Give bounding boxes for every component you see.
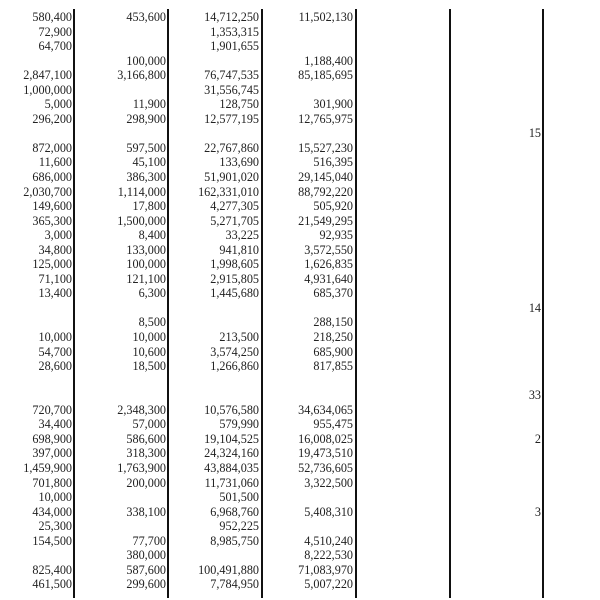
table-row bbox=[0, 112, 600, 127]
table-cell-c2: 453,600 bbox=[126, 10, 166, 24]
table-cell-c2: 77,700 bbox=[132, 533, 166, 548]
table-cell-c3: 501,500 bbox=[219, 490, 259, 505]
table-cell-c1: 580,400 bbox=[32, 10, 72, 24]
table-cell-c4: 19,473,510 bbox=[298, 446, 353, 461]
table-cell-c2: 380,000 bbox=[126, 548, 166, 563]
table-row bbox=[0, 54, 600, 69]
table-row bbox=[0, 461, 600, 476]
table-cell-c3: 43,884,035 bbox=[204, 460, 259, 475]
numeric-table bbox=[0, 10, 600, 592]
table-cell-c3: 14,712,250 bbox=[204, 10, 259, 24]
table-cell-c4: 29,145,040 bbox=[298, 170, 353, 185]
table-cell-c4: 516,395 bbox=[313, 155, 353, 170]
table-cell-c1: 10,000 bbox=[38, 490, 72, 505]
table-row bbox=[0, 519, 600, 534]
table-cell-c3: 4,277,305 bbox=[210, 199, 259, 214]
table-cell-c1: 296,200 bbox=[32, 111, 72, 126]
table-cell-c4: 12,765,975 bbox=[298, 111, 353, 126]
table-row bbox=[0, 126, 600, 141]
table-row bbox=[0, 417, 600, 432]
table-row bbox=[0, 534, 600, 549]
table-row bbox=[0, 97, 600, 112]
table-cell-c2: 1,114,000 bbox=[117, 184, 166, 199]
table-cell-c2: 386,300 bbox=[126, 170, 166, 185]
table-cell-c6: 15 bbox=[528, 126, 541, 141]
table-cell-c4: 4,510,240 bbox=[304, 533, 353, 548]
table-cell-c4: 1,188,400 bbox=[304, 53, 353, 68]
table-cell-c1: 872,000 bbox=[32, 140, 72, 155]
table-cell-c2: 318,300 bbox=[126, 446, 166, 461]
table-cell-c1: 3,000 bbox=[44, 228, 72, 243]
table-cell-c4: 15,527,230 bbox=[298, 140, 353, 155]
table-cell-c3: 24,324,160 bbox=[204, 446, 259, 461]
table-cell-c3: 51,901,020 bbox=[204, 170, 259, 185]
table-cell-c2: 1,500,000 bbox=[117, 213, 166, 228]
table-cell-c2: 133,000 bbox=[126, 242, 166, 257]
table-row bbox=[0, 25, 600, 40]
table-cell-c1: 5,000 bbox=[44, 97, 72, 112]
table-row bbox=[0, 490, 600, 505]
table-cell-c2: 298,900 bbox=[126, 111, 166, 126]
table-cell-c3: 1,998,605 bbox=[210, 257, 259, 272]
table-cell-c1: 10,000 bbox=[38, 330, 72, 345]
table-row bbox=[0, 374, 600, 389]
table-cell-c1: 2,030,700 bbox=[23, 184, 72, 199]
table-cell-c1: 686,000 bbox=[32, 170, 72, 185]
table-cell-c3: 8,985,750 bbox=[210, 533, 259, 548]
table-cell-c2: 100,000 bbox=[126, 53, 166, 68]
table-row bbox=[0, 359, 600, 374]
table-cell-c3: 33,225 bbox=[225, 228, 259, 243]
table-row bbox=[0, 228, 600, 243]
table-cell-c2: 299,600 bbox=[126, 577, 166, 592]
table-cell-c4: 88,792,220 bbox=[298, 184, 353, 199]
table-cell-c1: 701,800 bbox=[32, 475, 72, 490]
table-cell-c2: 338,100 bbox=[126, 504, 166, 519]
table-cell-c2: 57,000 bbox=[132, 417, 166, 432]
table-cell-c3: 579,990 bbox=[219, 417, 259, 432]
table-cell-c2: 17,800 bbox=[132, 199, 166, 214]
table-cell-c3: 11,731,060 bbox=[204, 475, 259, 490]
table-row bbox=[0, 141, 600, 156]
table-row bbox=[0, 403, 600, 418]
table-row bbox=[0, 505, 600, 520]
table-cell-c3: 10,576,580 bbox=[204, 402, 259, 417]
table-cell-c1: 125,000 bbox=[32, 257, 72, 272]
table-cell-c2: 8,400 bbox=[138, 228, 166, 243]
table-row bbox=[0, 155, 600, 170]
table-cell-c6: 3 bbox=[534, 504, 541, 519]
table-cell-c1: 72,900 bbox=[38, 24, 72, 39]
table-cell-c2: 597,500 bbox=[126, 140, 166, 155]
table-cell-c1: 1,000,000 bbox=[23, 82, 72, 97]
table-cell-c2: 8,500 bbox=[138, 315, 166, 330]
table-cell-c1: 71,100 bbox=[38, 271, 72, 286]
table-cell-c1: 13,400 bbox=[38, 286, 72, 301]
table-cell-c2: 2,348,300 bbox=[117, 402, 166, 417]
table-row bbox=[0, 10, 600, 25]
table-cell-c3: 128,750 bbox=[219, 97, 259, 112]
table-cell-c2: 1,763,900 bbox=[117, 460, 166, 475]
table-row bbox=[0, 301, 600, 316]
table-cell-c2: 100,000 bbox=[126, 257, 166, 272]
table-row bbox=[0, 68, 600, 83]
table-row bbox=[0, 286, 600, 301]
table-cell-c4: 955,475 bbox=[313, 417, 353, 432]
table-cell-c4: 16,008,025 bbox=[298, 431, 353, 446]
table-row bbox=[0, 577, 600, 592]
table-cell-c1: 825,400 bbox=[32, 562, 72, 577]
table-cell-c3: 1,353,315 bbox=[210, 24, 259, 39]
table-cell-c4: 85,185,695 bbox=[298, 68, 353, 83]
table-cell-c4: 288,150 bbox=[313, 315, 353, 330]
table-cell-c3: 3,574,250 bbox=[210, 344, 259, 359]
table-cell-c3: 941,810 bbox=[219, 242, 259, 257]
table-row bbox=[0, 272, 600, 287]
table-cell-c4: 11,502,130 bbox=[298, 10, 353, 24]
table-cell-c3: 2,915,805 bbox=[210, 271, 259, 286]
table-cell-c1: 54,700 bbox=[38, 344, 72, 359]
table-cell-c1: 698,900 bbox=[32, 431, 72, 446]
table-cell-c4: 301,900 bbox=[313, 97, 353, 112]
table-row bbox=[0, 199, 600, 214]
table-cell-c3: 162,331,010 bbox=[198, 184, 259, 199]
table-cell-c3: 31,556,745 bbox=[204, 82, 259, 97]
table-cell-c4: 4,931,640 bbox=[304, 271, 353, 286]
table-cell-c4: 685,900 bbox=[313, 344, 353, 359]
table-row bbox=[0, 330, 600, 345]
table-cell-c4: 71,083,970 bbox=[298, 562, 353, 577]
table-cell-c1: 434,000 bbox=[32, 504, 72, 519]
table-cell-c4: 8,222,530 bbox=[304, 548, 353, 563]
table-cell-c2: 587,600 bbox=[126, 562, 166, 577]
table-cell-c4: 92,935 bbox=[319, 228, 353, 243]
table-cell-c3: 5,271,705 bbox=[210, 213, 259, 228]
table-row bbox=[0, 446, 600, 461]
table-cell-c4: 34,634,065 bbox=[298, 402, 353, 417]
table-row bbox=[0, 315, 600, 330]
table-cell-c1: 11,600 bbox=[38, 155, 72, 170]
table-row bbox=[0, 548, 600, 563]
table-cell-c4: 5,007,220 bbox=[304, 577, 353, 592]
table-cell-c1: 149,600 bbox=[32, 199, 72, 214]
table-cell-c3: 213,500 bbox=[219, 330, 259, 345]
table-row bbox=[0, 432, 600, 447]
table-cell-c1: 397,000 bbox=[32, 446, 72, 461]
table-cell-c1: 2,847,100 bbox=[23, 68, 72, 83]
table-cell-c1: 28,600 bbox=[38, 359, 72, 374]
table-cell-c2: 10,000 bbox=[132, 330, 166, 345]
table-cell-c1: 461,500 bbox=[32, 577, 72, 592]
table-row bbox=[0, 214, 600, 229]
table-row bbox=[0, 563, 600, 578]
table-row bbox=[0, 39, 600, 54]
table-cell-c1: 1,459,900 bbox=[23, 460, 72, 475]
table-row bbox=[0, 170, 600, 185]
table-cell-c6: 2 bbox=[534, 431, 541, 446]
table-cell-c3: 952,225 bbox=[219, 519, 259, 534]
table-cell-c2: 11,900 bbox=[132, 97, 166, 112]
table-cell-c3: 1,901,655 bbox=[210, 39, 259, 54]
table-cell-c4: 3,322,500 bbox=[304, 475, 353, 490]
table-cell-c4: 21,549,295 bbox=[298, 213, 353, 228]
table-cell-c2: 6,300 bbox=[138, 286, 166, 301]
table-cell-c4: 3,572,550 bbox=[304, 242, 353, 257]
table-cell-c3: 19,104,525 bbox=[204, 431, 259, 446]
table-cell-c1: 34,400 bbox=[38, 417, 72, 432]
table-row bbox=[0, 257, 600, 272]
table-cell-c3: 22,767,860 bbox=[204, 140, 259, 155]
table-cell-c1: 720,700 bbox=[32, 402, 72, 417]
table-cell-c2: 10,600 bbox=[132, 344, 166, 359]
table-row bbox=[0, 243, 600, 258]
table-cell-c4: 52,736,605 bbox=[298, 460, 353, 475]
table-cell-c4: 817,855 bbox=[313, 359, 353, 374]
table-cell-c3: 76,747,535 bbox=[204, 68, 259, 83]
table-row bbox=[0, 388, 600, 403]
table-cell-c6: 33 bbox=[528, 388, 541, 403]
table-cell-c4: 1,626,835 bbox=[304, 257, 353, 272]
table-cell-c1: 365,300 bbox=[32, 213, 72, 228]
table-cell-c3: 133,690 bbox=[219, 155, 259, 170]
table-row bbox=[0, 185, 600, 200]
table-cell-c4: 218,250 bbox=[313, 330, 353, 345]
table-cell-c2: 200,000 bbox=[126, 475, 166, 490]
table-cell-c3: 100,491,880 bbox=[198, 562, 259, 577]
table-cell-c1: 154,500 bbox=[32, 533, 72, 548]
table-cell-c4: 505,920 bbox=[313, 199, 353, 214]
table-cell-c3: 7,784,950 bbox=[210, 577, 259, 592]
table-cell-c1: 64,700 bbox=[38, 39, 72, 54]
table-cell-c3: 1,266,860 bbox=[210, 359, 259, 374]
table-row bbox=[0, 345, 600, 360]
table-cell-c2: 45,100 bbox=[132, 155, 166, 170]
table-cell-c1: 34,800 bbox=[38, 242, 72, 257]
table-cell-c3: 1,445,680 bbox=[210, 286, 259, 301]
table-cell-c3: 6,968,760 bbox=[210, 504, 259, 519]
table-cell-c1: 25,300 bbox=[38, 519, 72, 534]
table-cell-c4: 685,370 bbox=[313, 286, 353, 301]
table-cell-c4: 5,408,310 bbox=[304, 504, 353, 519]
table-cell-c2: 3,166,800 bbox=[117, 68, 166, 83]
table-cell-c2: 121,100 bbox=[126, 271, 166, 286]
table-cell-c3: 12,577,195 bbox=[204, 111, 259, 126]
table-row bbox=[0, 476, 600, 491]
table-cell-c2: 18,500 bbox=[132, 359, 166, 374]
table-row bbox=[0, 83, 600, 98]
table-cell-c2: 586,600 bbox=[126, 431, 166, 446]
table-cell-c6: 14 bbox=[528, 300, 541, 315]
